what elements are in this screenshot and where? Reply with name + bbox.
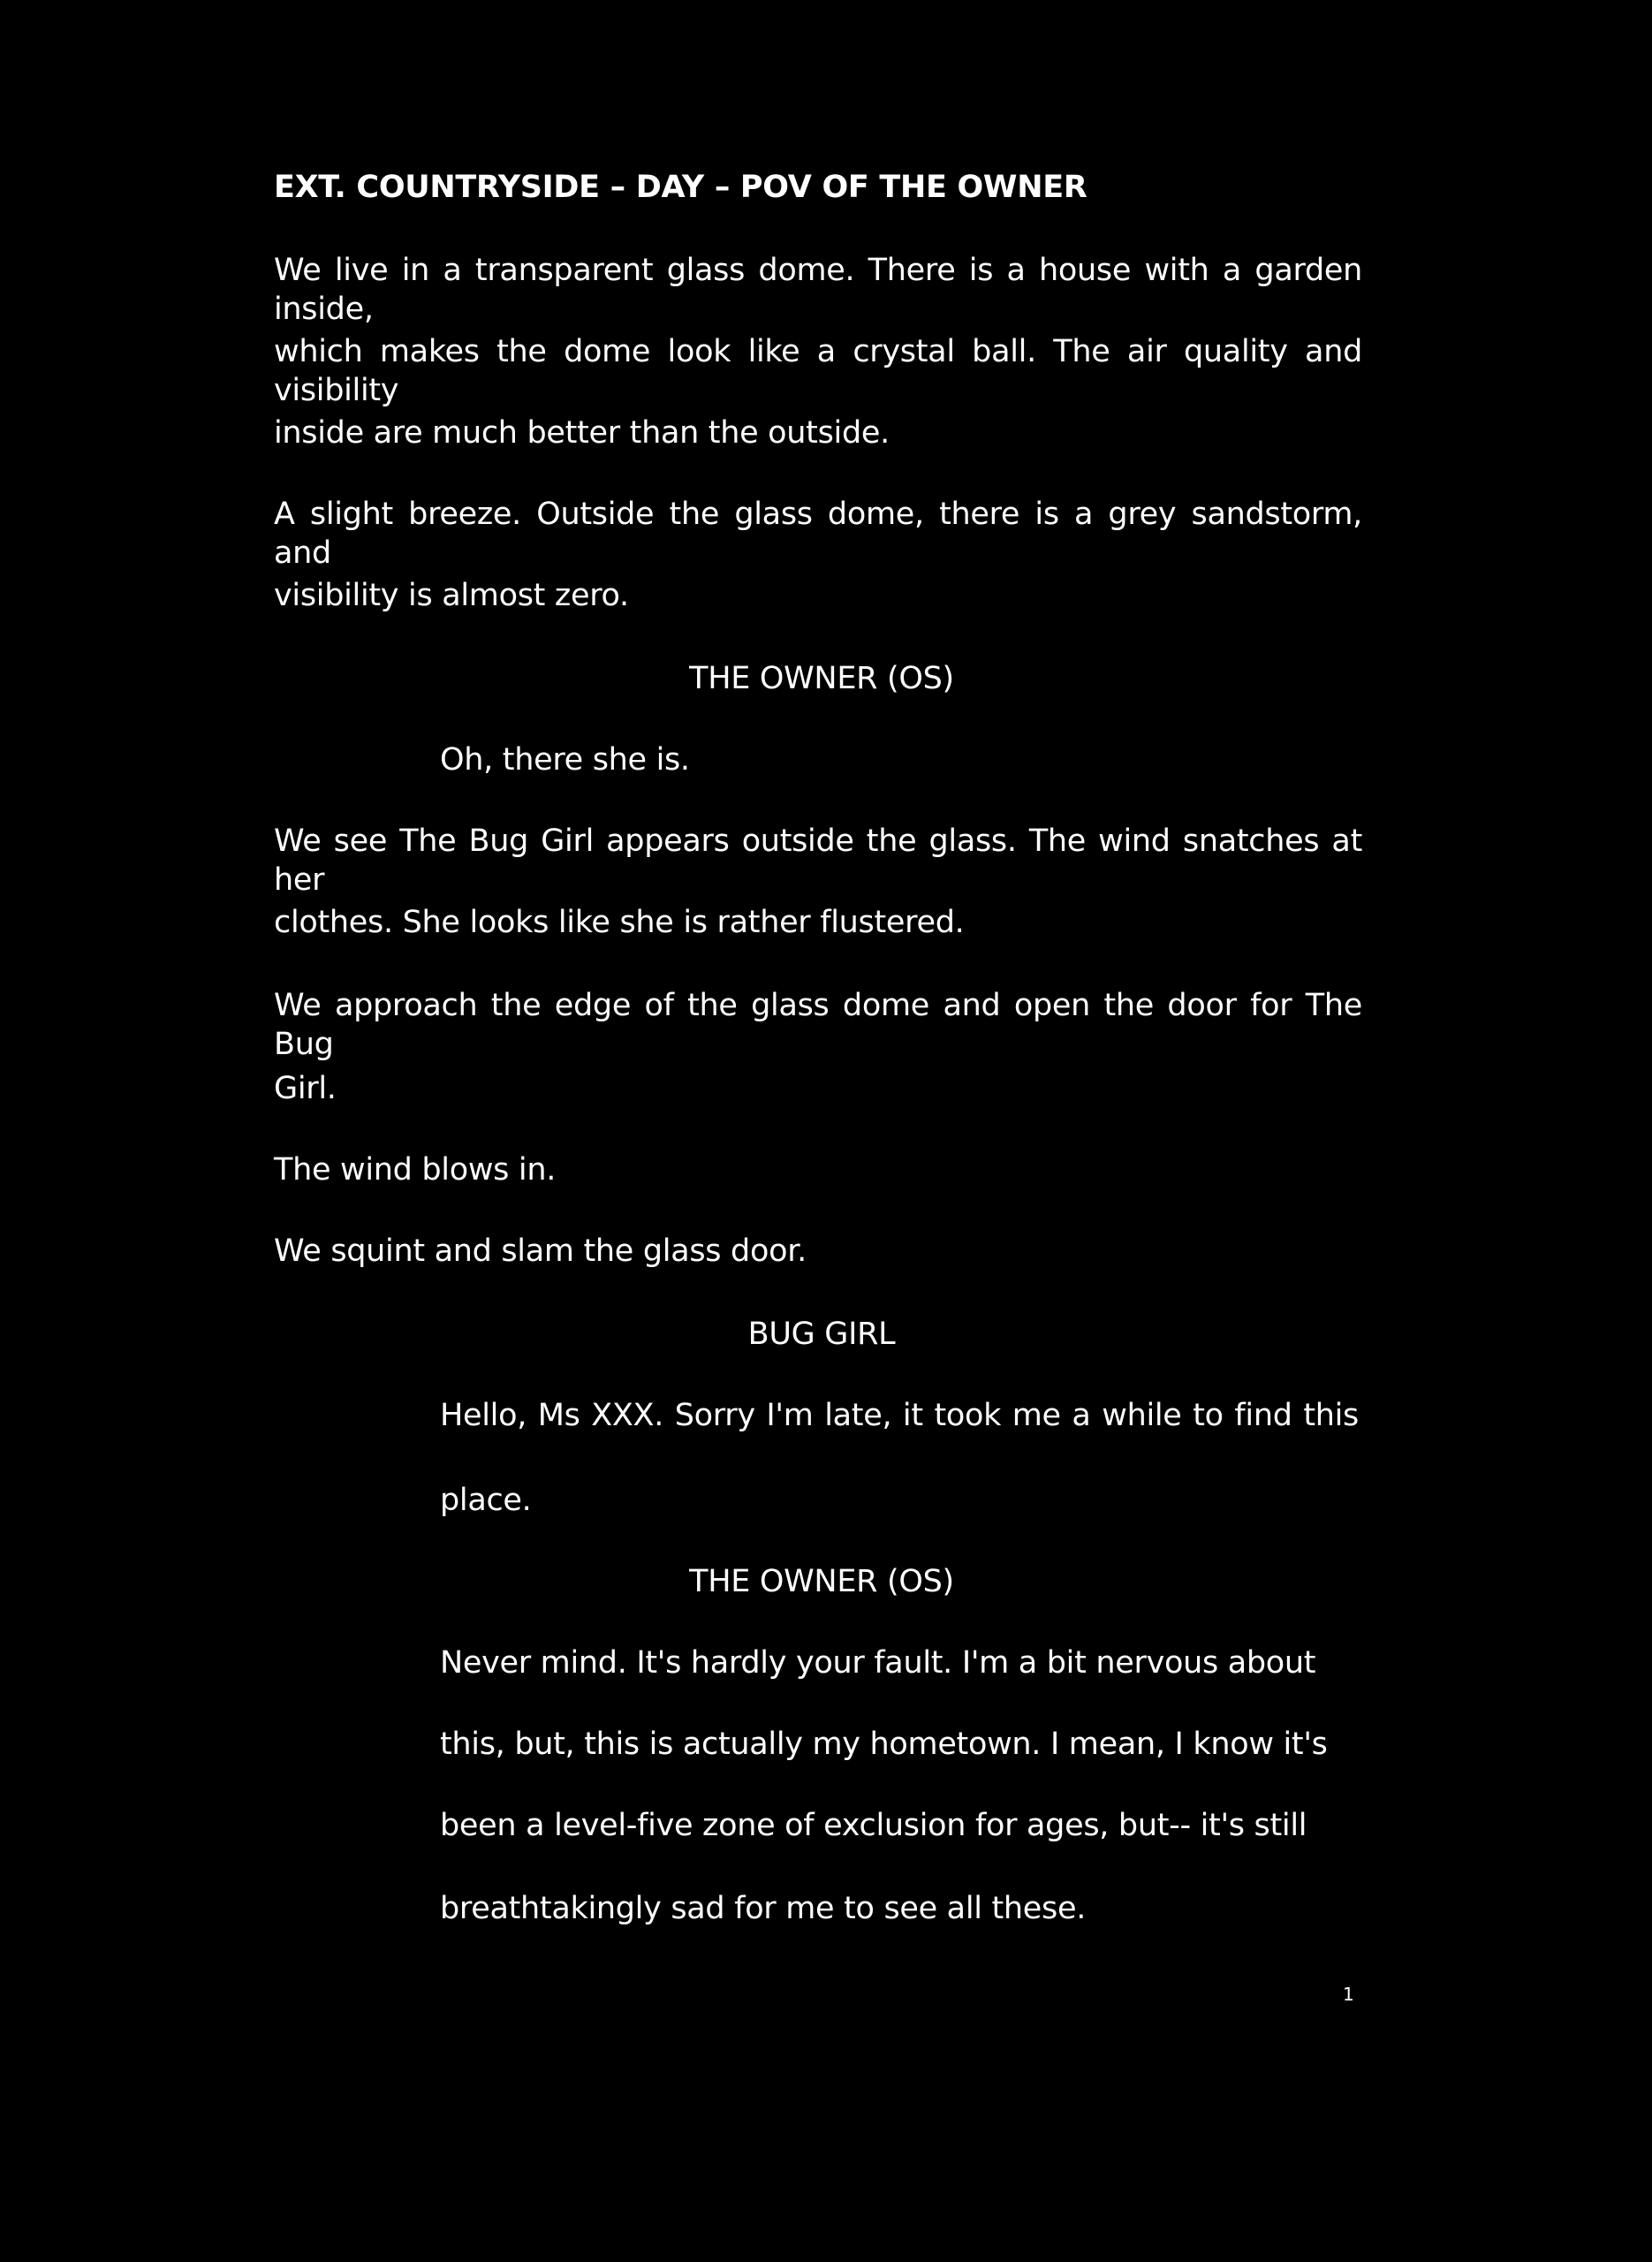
dialogue-line: breathtakingly sad for me to see all these. <box>440 1891 1087 1926</box>
dialogue-line: Never mind. It's hardly your fault. I'm a bit nervous about <box>440 1645 1316 1681</box>
action-line: We squint and slam the glass door. <box>274 1233 807 1269</box>
dialogue-line: this, but, this is actually my hometown. I mean, I know it's <box>440 1727 1328 1762</box>
action-line: We see The Bug Girl appears outside the glass. The wind snatches at her <box>274 824 1362 898</box>
dialogue-line: Hello, Ms XXX. Sorry I'm late, it took me a while to find this <box>440 1398 1359 1433</box>
dialogue-line: Oh, there she is. <box>440 742 690 778</box>
character-name: THE OWNER (OS) <box>689 1564 954 1599</box>
action-line: which makes the dome look like a crystal ball. The air quality and visibility <box>274 334 1362 408</box>
action-line: The wind blows in. <box>274 1152 557 1188</box>
dialogue-line: place. <box>440 1483 532 1518</box>
action-line: A slight breeze. Outside the glass dome, there is a grey sandstorm, and <box>274 497 1362 571</box>
action-line: visibility is almost zero. <box>274 578 629 613</box>
dialogue-line: been a level-five zone of exclusion for ages, but-- it's still <box>440 1808 1307 1843</box>
scene-heading: EXT. COUNTRYSIDE – DAY – POV OF THE OWNER <box>274 170 1087 205</box>
action-line: clothes. She looks like she is rather flustered. <box>274 905 965 940</box>
character-name: THE OWNER (OS) <box>689 661 954 696</box>
action-line: We live in a transparent glass dome. There is a house with a garden inside, <box>274 253 1362 327</box>
character-name: BUG GIRL <box>747 1317 896 1352</box>
page-number: 1 <box>1343 1984 1354 2005</box>
action-line: We approach the edge of the glass dome and open the door for The Bug <box>274 988 1362 1062</box>
action-line: inside are much better than the outside. <box>274 415 890 451</box>
action-line: Girl. <box>274 1071 337 1106</box>
